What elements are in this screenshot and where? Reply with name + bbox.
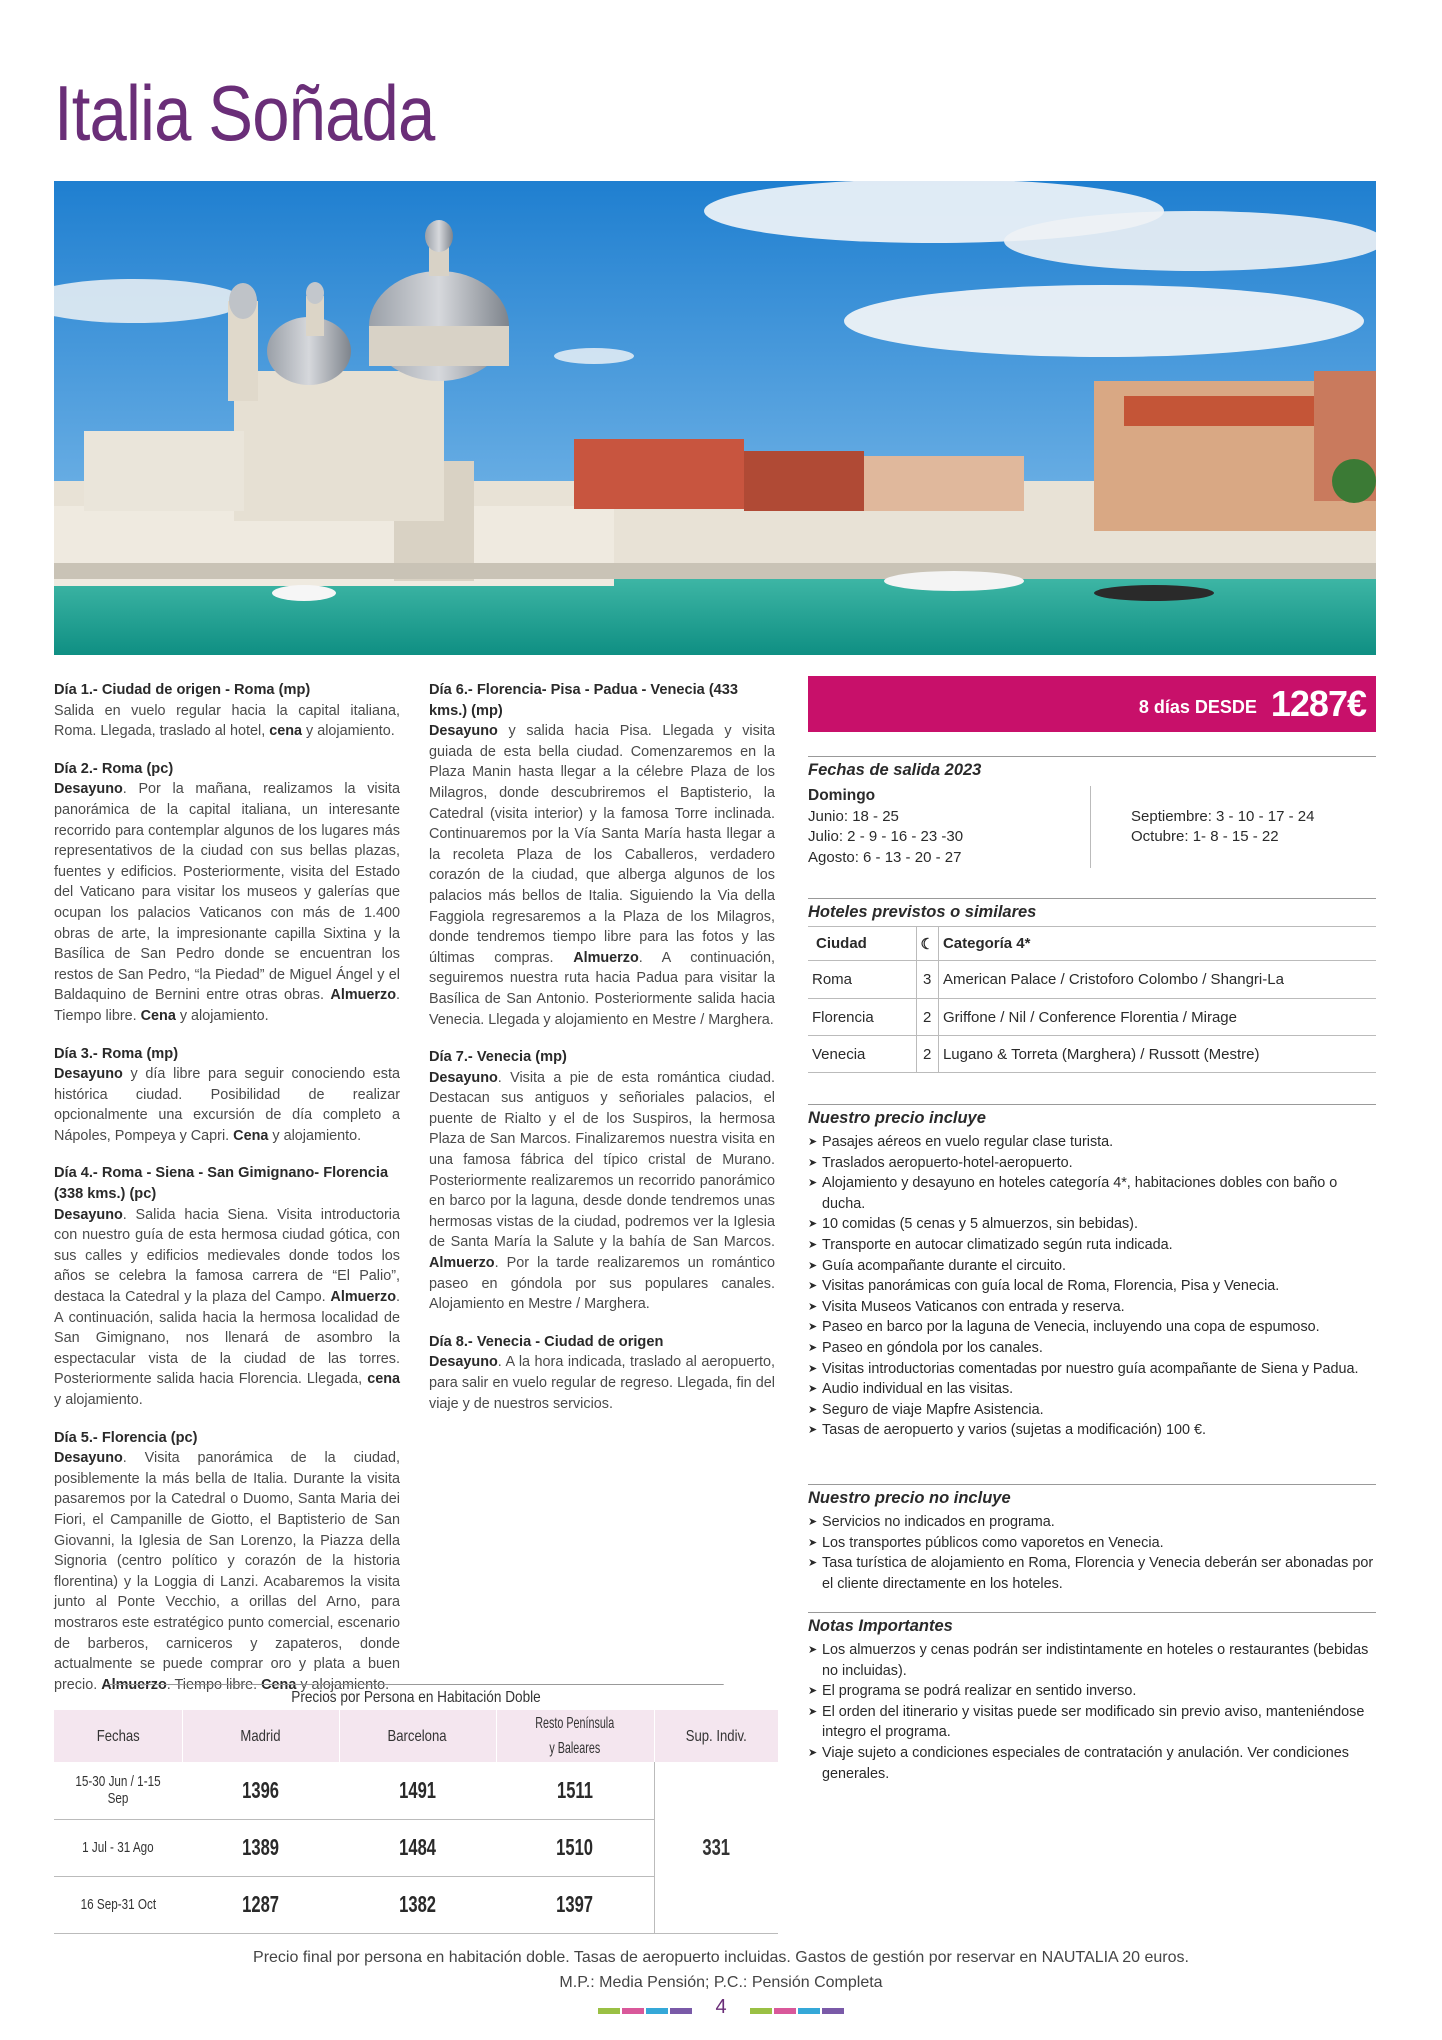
day-meal: Almuerzo [429, 1255, 495, 1272]
stripe-segment [798, 2008, 820, 2014]
day-meal: Desayuno [54, 1450, 123, 1467]
itinerary-day-4 [54, 1163, 400, 1410]
price-resto: 1511 [556, 1776, 593, 1803]
day-text: . Salida hacia Siena. Visita introductoria con nuestro guía de esta hermosa ciudad gótica, con sus calles y edificios medievales donde todos los años se celebra la famosa carrera de “El Palio”, destaca la Catedral y la plaza del Campo. [54, 1206, 400, 1306]
day-meal: Desayuno [429, 1354, 498, 1371]
itinerary-column-2 [429, 680, 775, 1431]
list-item: ➤ Los transportes públicos como vaporetos en Venecia. [808, 1533, 1376, 1554]
footer-abbreviations: M.P.: Media Pensión; P.C.: Pensión Completa [559, 1974, 883, 1991]
price-dates: 16 Sep-31 Oct [80, 1896, 156, 1913]
hotel-names: Lugano & Torreta (Marghera) / Russott (Mestre) [938, 1036, 1376, 1073]
day-text: . Tiempo libre. [166, 1676, 262, 1693]
list-item: ➤ Guía acompañante durante el circuito. [808, 1256, 1376, 1277]
price-barcelona: 1484 [399, 1834, 436, 1860]
list-item: ➤ Paseo en góndola por los canales. [808, 1338, 1376, 1359]
day-text: y alojamiento. [175, 1007, 269, 1024]
table-row [54, 1762, 778, 1819]
col-barcelona: Barcelona [387, 1727, 448, 1745]
price-madrid: 1396 [242, 1776, 279, 1803]
hotel-city: Florencia [808, 999, 916, 1036]
col-fechas: Fechas [96, 1727, 140, 1745]
day-text: y salida hacia Pisa. Llegada y visita guiada de esta bella ciudad. Comenzaremos en la Plaza Manin hasta llegar a la célebre Plaza de los Milagros, donde descubriremos el Baptisterio, la Catedral (visita interior) y la famosa Torre inclinada. Continuaremos por la Vía Santa María hasta llegar a la recoleta Plaza de los Caballeros, verdadero corazón de la ciudad, que alberga algunos de los palacios más bellos de Italia. Siguiendo la Via della Faggiola regresaremos a la Plaza de los Milagros, donde tendremos tiempo libre para las fotos y las últimas compras. [429, 723, 775, 966]
itinerary-day-2 [54, 759, 400, 1027]
day-text: y alojamiento. [268, 1127, 362, 1144]
day-text: . Por la mañana, realizamos la visita panorámica de la capital italiana, un interesante recorrido para contemplar algunos de los lugares más representativos de la ciudad con sus bellas plazas, fuentes y edificios. Posteriormente, visita del Estado del Vaticano para visitar los museos y galerías que ocupan los palacios Vaticanos con más de 1.400 obras de arte, la impresionante capilla Sixtina y la Basílica de San Pedro donde se encuentran los restos de San Pedro, “la Piedad” de Miguel Ángel y el Baldaquino de Bernini entre otras obras. [54, 781, 400, 1004]
hotel-city: Venecia [808, 1036, 916, 1073]
day-text: . Visita a pie de esta romántica ciudad. Destacan sus antiguos y señoriales palacios, el puente de Rialto y el de los Suspiros, la hermosa Plaza de San Marcos. Finalizaremos nuestra visita en una famosa fábrica del típico cristal de Murano. Posteriormente realizaremos un recorrido panorámico en barco por la laguna, desde donde tendremos unas hermosas vistas de la ciudad, podremos ver la Iglesia de Santa María la Salute y la bahía de San Marcos. [429, 1069, 775, 1251]
list-item: ➤ Seguro de viaje Mapfre Asistencia. [808, 1400, 1376, 1421]
list-item: ➤ Tasas de aeropuerto y varios (sujetas a modificación) 100 €. [808, 1420, 1376, 1441]
list-item: ➤ El orden del itinerario y visitas puede ser modificado sin previo aviso, manteniéndose integro el programa. [808, 1702, 1376, 1743]
departure-dates-heading: Fechas de salida 2023 [808, 756, 1376, 780]
hotels-table [808, 926, 1376, 1073]
price-barcelona: 1382 [399, 1891, 436, 1917]
hotel-names: American Palace / Cristoforo Colombo / Shangri-La [938, 961, 1376, 999]
stripe-segment [670, 2008, 692, 2014]
page-number: 4 [715, 1996, 727, 2018]
price-table-title: Precios por Persona en Habitación Doble [108, 1684, 723, 1710]
stripe-segment [646, 2008, 668, 2014]
day-text: y alojamiento. [54, 1392, 143, 1408]
stripe-segment [774, 2008, 796, 2014]
hotels-header-row [808, 927, 1376, 961]
list-item: ➤ Visita Museos Vaticanos con entrada y reserva. [808, 1297, 1376, 1318]
day-meal: Desayuno [429, 723, 498, 740]
important-notes-heading: Notas Importantes [808, 1612, 1376, 1636]
day-text: . A continuación, seguiremos nuestra ruta hacia Padua para visitar la Basílica de San Antonio. Posteriormente salida hacia Venecia. Llegada y alojamiento en Mestre / Marghera. [429, 949, 775, 1028]
day-text: . A continuación, salida hacia la hermosa localidad de San Gimignano, nos llenará de asombro la espectacular vista de la ciudad de las torres. Posteriormente salida hacia Florencia. Llegada, [54, 1289, 400, 1388]
list-item: ➤ Pasajes aéreos en vuelo regular clase turista. [808, 1132, 1376, 1153]
day-text: y día libre para seguir conociendo esta histórica ciudad. Posibilidad de realizar opcionalmente una excursión de día completo a Nápoles, Pompeya y Capri. [54, 1066, 400, 1144]
day-meal: Almuerzo [101, 1676, 167, 1693]
stripe-segment [822, 2008, 844, 2014]
itinerary-day-7 [429, 1047, 775, 1315]
hotel-nights: 3 [916, 961, 938, 999]
price-table-header [54, 1710, 778, 1762]
price-not-includes-section [808, 1484, 1376, 1594]
table-row [808, 961, 1376, 999]
col-resto-line2: y Baleares [549, 1740, 601, 1757]
day-text: . A la hora indicada, traslado al aeropuerto, para salir en vuelo regular de regreso. Llegada, fin del viaje y de nuestros servicios. [429, 1354, 775, 1412]
day-text: . Visita panorámica de la ciudad, posiblemente la más bella de Italia. Durante la visita pasaremos por la Catedral o Duomo, Santa Maria dei Fiori, el Campanille de Giotto, el Baptisterio de San Giovanni, la Iglesia de San Lorenzo, la Piazza della Signoria (centro político y corazón de la historia florentina) y la Loggia di Lanzi. Acabaremos la visita junto al Ponte Vecchio, a orillas del Arno, para mostraros este estratégico punto comercial, escenario de barberos, carniceros y zapateros, donde actualmente se puede comprar oro y plata a buen precio. [54, 1450, 400, 1693]
day-meal: Almuerzo [330, 987, 396, 1004]
col-madrid: Madrid [240, 1727, 281, 1745]
day-meal: cena [269, 723, 303, 740]
day-heading: Día 4.- Roma - Siena - San Gimignano- Florencia (338 kms.) (pc) [54, 1165, 389, 1203]
price-includes-section [808, 1104, 1376, 1441]
hotel-names: Griffone / Nil / Conference Florentia / Mirage [938, 999, 1376, 1036]
day-meal: cena [367, 1371, 400, 1388]
hotels-heading: Hoteles previstos o similares [808, 898, 1376, 922]
price-dates: 15-30 Jun / 1-15 Sep [75, 1773, 161, 1808]
decorative-stripes-left [598, 2008, 694, 2014]
departure-month: Septiembre: 3 - 10 - 17 - 24 [1131, 807, 1315, 825]
important-notes-list [808, 1640, 1376, 1784]
page-title: Italia Soñada [54, 69, 435, 157]
list-item: ➤ Alojamiento y desayuno en hoteles categoría 4*, habitaciones dobles con baño o ducha. [808, 1173, 1376, 1214]
list-item: ➤ Los almuerzos y cenas podrán ser indistintamente en hoteles o restaurantes (bebidas no incluidas). [808, 1640, 1376, 1681]
day-heading: Día 3.- Roma (mp) [54, 1045, 179, 1062]
hotels-col-category: Categoría 4* [938, 927, 1376, 961]
day-meal: Desayuno [54, 781, 123, 798]
price-table-section [54, 1684, 778, 1934]
price-includes-list [808, 1132, 1376, 1441]
day-meal: Almuerzo [573, 949, 639, 966]
day-meal: Desayuno [54, 1206, 123, 1223]
itinerary-column-1 [54, 680, 400, 1712]
price-table [54, 1710, 778, 1934]
day-meal: Cena [140, 1007, 176, 1024]
list-item: ➤ 10 comidas (5 cenas y 5 almuerzos, sin bebidas). [808, 1214, 1376, 1235]
price-banner [808, 676, 1376, 732]
day-heading: Día 2.- Roma (pc) [54, 760, 174, 777]
itinerary-day-3 [54, 1044, 400, 1147]
stripe-segment [598, 2008, 620, 2014]
list-item: ➤ Tasa turística de alojamiento en Roma, Florencia y Venecia deberán ser abonadas por el cliente directamente en los hoteles. [808, 1553, 1376, 1594]
day-text: . Por la tarde realizaremos un romántico paseo en góndola por sus populares canales. Alojamiento en Mestre / Marghera. [429, 1255, 775, 1313]
day-meal: Desayuno [429, 1069, 498, 1086]
price-not-includes-list [808, 1512, 1376, 1594]
price-resto: 1397 [556, 1891, 594, 1917]
itinerary-day-5 [54, 1428, 400, 1696]
table-row [808, 999, 1376, 1036]
list-item: ➤ Audio individual en las visitas. [808, 1379, 1376, 1400]
departure-month: Agosto: 6 - 13 - 20 - 27 [808, 848, 962, 866]
price-dates: 1 Jul - 31 Ago [82, 1839, 154, 1856]
price-not-includes-heading: Nuestro precio no incluye [808, 1484, 1376, 1508]
itinerary-day-6 [429, 680, 775, 1030]
price-includes-heading: Nuestro precio incluye [808, 1104, 1376, 1128]
day-heading: Día 5.- Florencia (pc) [54, 1429, 198, 1446]
day-text: Salida en vuelo regular hacia la capital italiana, Roma. Llegada, traslado al hotel, [54, 702, 400, 740]
stripe-segment [750, 2008, 772, 2014]
decorative-stripes-right [750, 2008, 846, 2014]
price-barcelona: 1491 [399, 1776, 436, 1803]
list-item: ➤ Servicios no indicados en programa. [808, 1512, 1376, 1533]
list-item: ➤ Paseo en barco por la laguna de Venecia, incluyendo una copa de espumoso. [808, 1317, 1376, 1338]
day-heading: Día 8.- Venecia - Ciudad de origen [429, 1333, 664, 1350]
col-sup-indiv: Sup. Indiv. [685, 1727, 747, 1745]
moon-icon: ☾ [916, 927, 938, 961]
col-resto [527, 1711, 623, 1761]
list-item: ➤ Transporte en autocar climatizado según ruta indicada. [808, 1235, 1376, 1256]
departure-month: Octubre: 1- 8 - 15 - 22 [1131, 828, 1279, 846]
stripe-segment [622, 2008, 644, 2014]
list-item: ➤ Visitas introductorias comentadas por nuestro guía acompañante de Siena y Padua. [808, 1359, 1376, 1380]
col-resto-line1: Resto Península [535, 1715, 615, 1732]
price-sup-indiv: 331 [702, 1833, 731, 1860]
day-text: y alojamiento. [296, 1676, 390, 1693]
price-resto: 1510 [556, 1834, 594, 1860]
day-heading: Día 6.- Florencia- Pisa - Padua - Venecia (433 kms.) (mp) [429, 682, 739, 719]
table-row [808, 1036, 1376, 1073]
day-text: y alojamiento. [302, 723, 395, 740]
venice-landscape-illustration [54, 181, 1376, 655]
day-meal: Cena [233, 1127, 269, 1144]
hotel-city: Roma [808, 961, 916, 999]
hotels-section [808, 898, 1376, 1073]
departure-weekday: Domingo [808, 787, 876, 804]
departure-month: Junio: 18 - 25 [808, 807, 899, 825]
day-heading: Día 1.- Ciudad de origen - Roma (mp) [54, 682, 311, 698]
list-item: ➤ Viaje sujeto a condiciones especiales de contratación y anulación. Ver condiciones generales. [808, 1743, 1376, 1784]
day-meal: Cena [261, 1676, 297, 1693]
day-text: . Tiempo libre. [54, 987, 400, 1024]
day-meal: Almuerzo [330, 1289, 396, 1306]
price-banner-label: 8 días DESDE [1138, 696, 1257, 717]
hotels-col-city: Ciudad [808, 927, 916, 961]
departure-month: Julio: 2 - 9 - 16 - 23 -30 [808, 828, 964, 846]
day-heading: Día 7.- Venecia (mp) [429, 1049, 567, 1066]
important-notes-section [808, 1612, 1376, 1784]
hotel-nights: 2 [916, 999, 938, 1036]
day-meal: Desayuno [54, 1066, 123, 1083]
list-item: ➤ Traslados aeropuerto-hotel-aeropuerto. [808, 1153, 1376, 1174]
list-item: ➤ Visitas panorámicas con guía local de Roma, Florencia, Pisa y Venecia. [808, 1276, 1376, 1297]
hotel-nights: 2 [916, 1036, 938, 1073]
list-item: ➤ El programa se podrá realizar en sentido inverso. [808, 1681, 1376, 1702]
departure-dates-section [808, 756, 1376, 868]
itinerary-day-1 [54, 680, 400, 742]
price-banner-amount: 1287€ [1270, 683, 1366, 724]
footer-note: Precio final por persona en habitación doble. Tasas de aeropuerto incluidas. Gastos de gestión por reservar en NAUTALIA 20 euros. [253, 1949, 1189, 1966]
itinerary-day-8 [429, 1332, 775, 1414]
hero-image-venice [54, 181, 1376, 655]
price-madrid: 1287 [242, 1891, 279, 1917]
price-madrid: 1389 [242, 1834, 279, 1860]
